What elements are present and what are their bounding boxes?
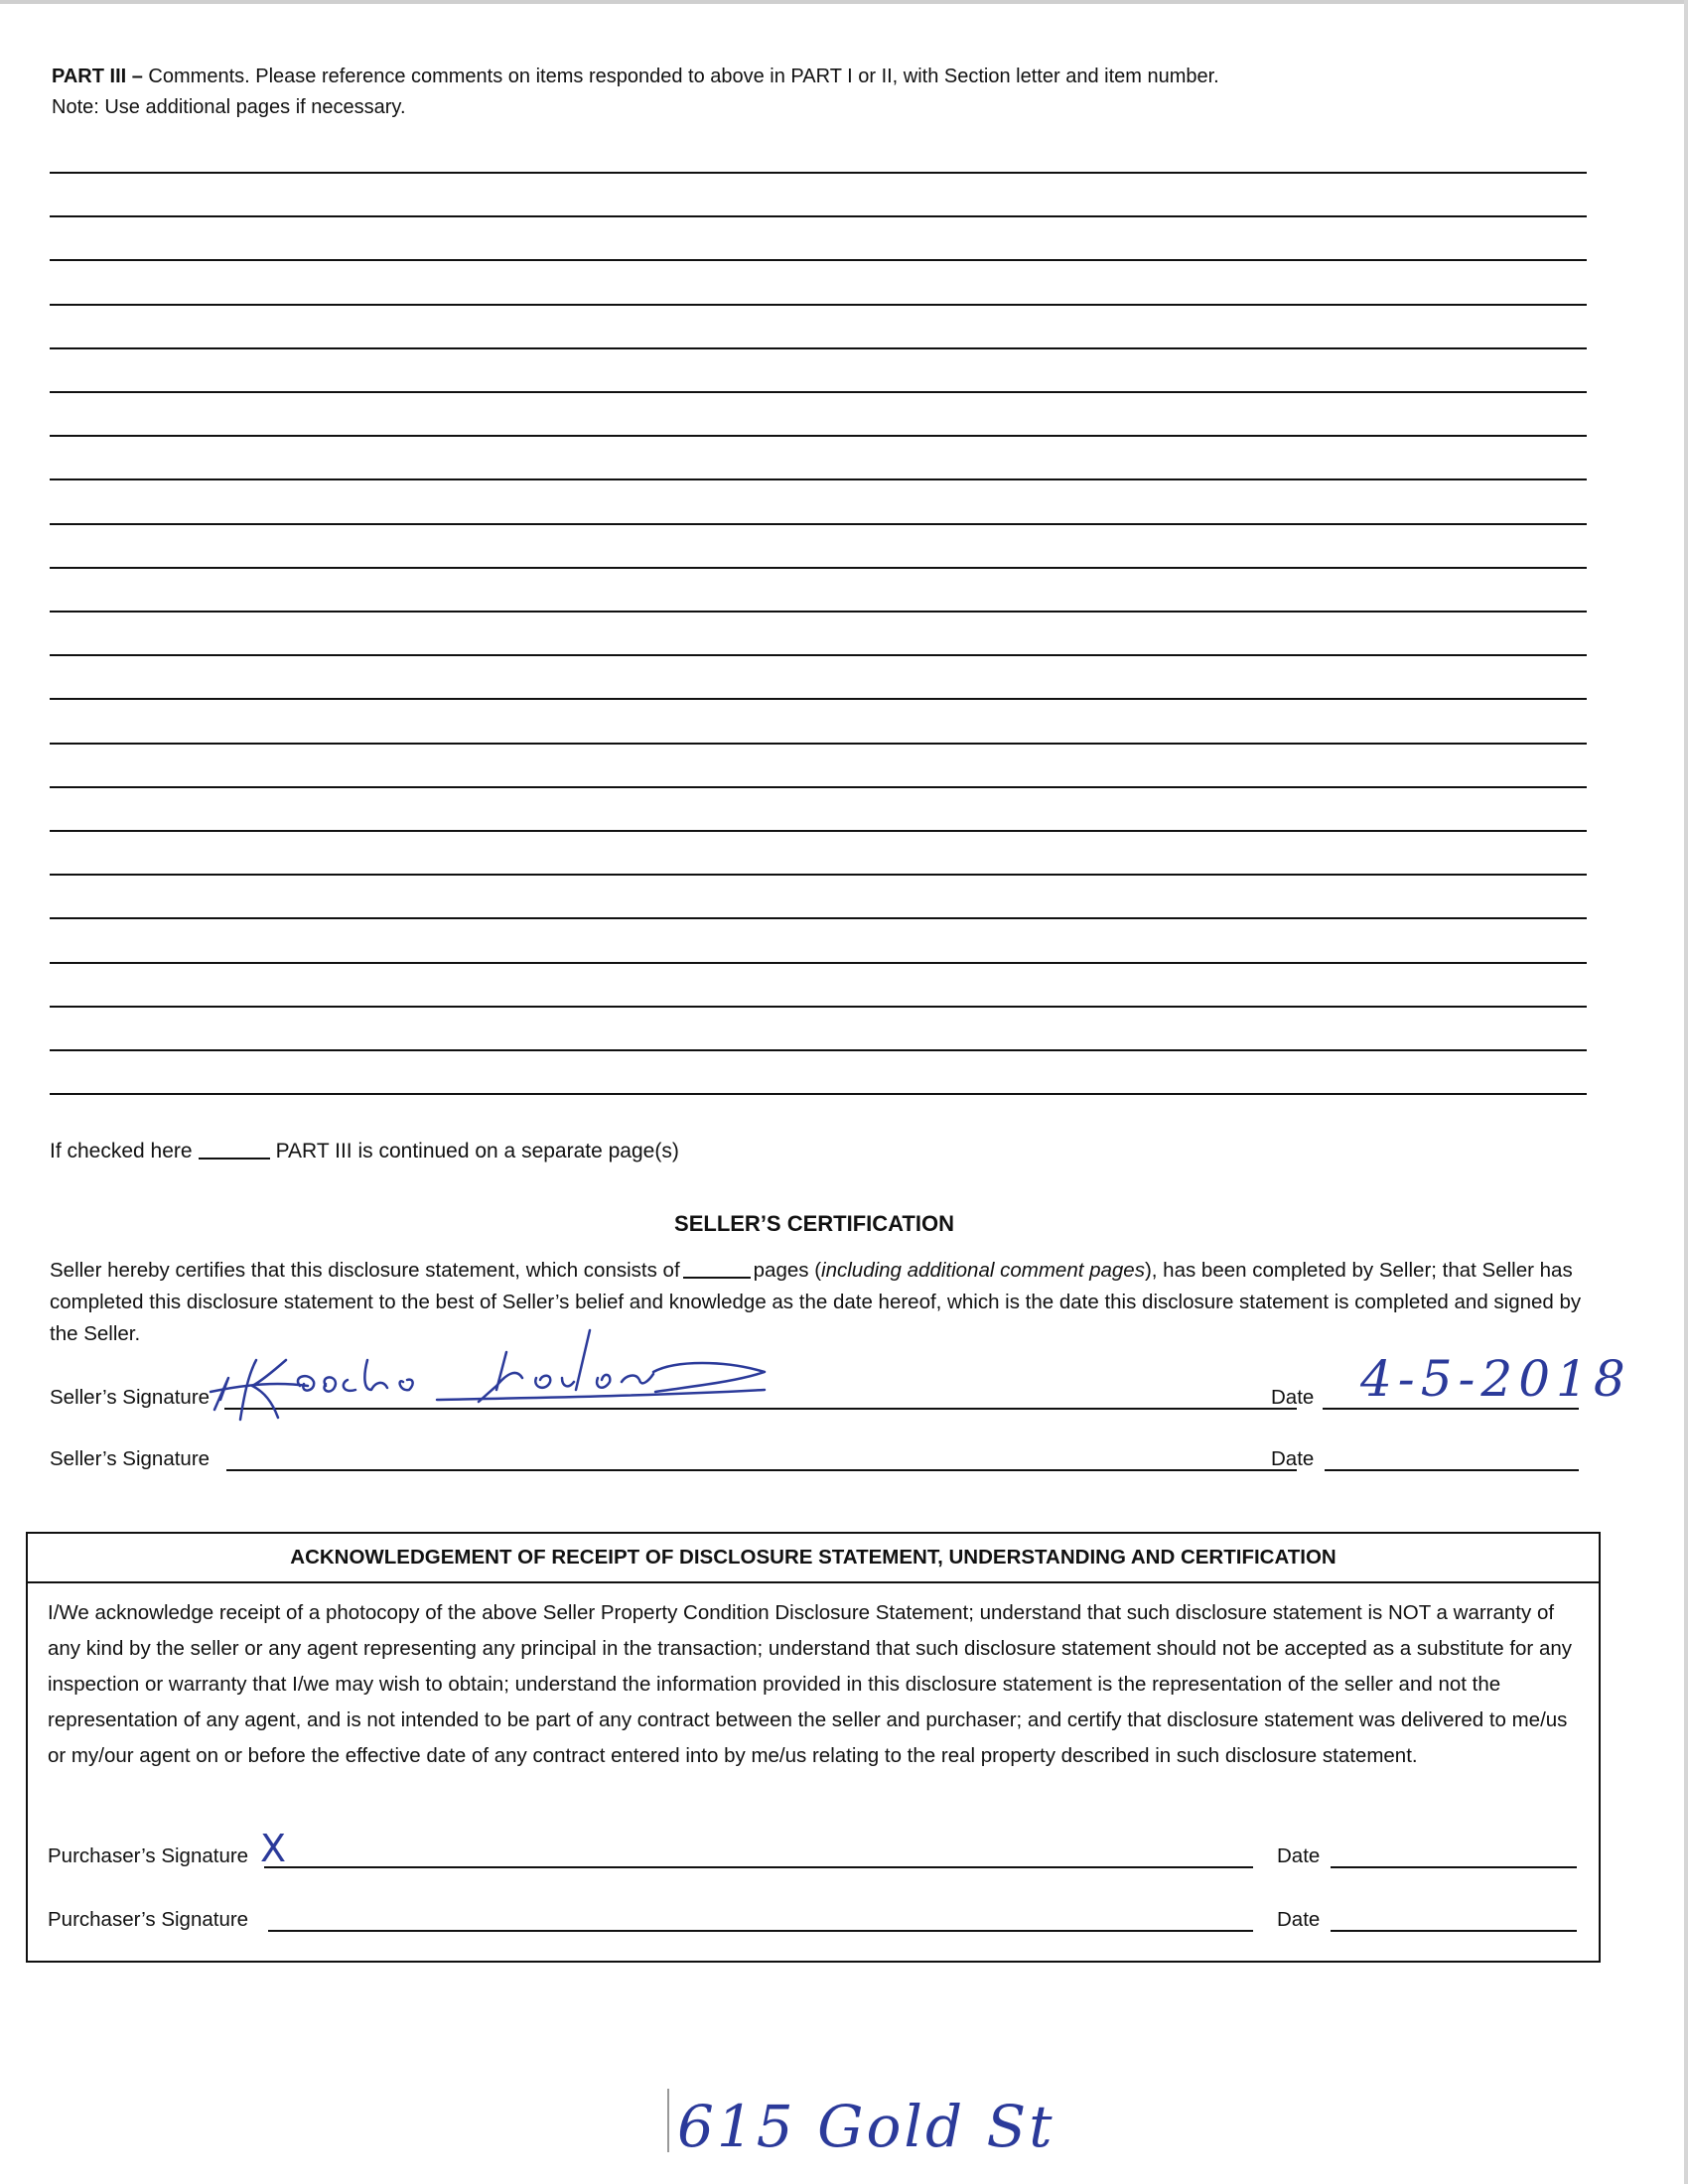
comment-line[interactable]	[50, 1006, 1587, 1008]
continued-check-blank[interactable]	[199, 1158, 270, 1160]
comment-line[interactable]	[50, 611, 1587, 613]
purchaser-date-field-1[interactable]	[1331, 1866, 1577, 1868]
cert-text-part3: ), has been completed by Seller; that Seller has completed this disclosure statement to the best of Seller’s belief and knowledge as the date hereof, which is the date this disclosure statement is completed and signed by the Seller.	[50, 1259, 1582, 1345]
seller-date-field-2[interactable]	[1325, 1469, 1579, 1471]
part-iii-header	[52, 62, 1601, 123]
cert-text-part2: pages (	[753, 1259, 822, 1282]
comment-line[interactable]	[50, 1049, 1587, 1051]
seller-signature-field-2[interactable]	[226, 1469, 1297, 1471]
comment-line[interactable]	[50, 917, 1587, 919]
part-iii-instruction-text: Comments. Please reference comments on items responded to above in PART I or II, with Section letter and item number.	[142, 66, 1219, 87]
comment-line[interactable]	[50, 567, 1587, 569]
comment-line[interactable]	[50, 1093, 1587, 1095]
comment-line[interactable]	[50, 435, 1587, 437]
comment-line[interactable]	[50, 391, 1587, 393]
seller-date-handwritten: 4-5-2018	[1360, 1350, 1631, 1408]
comment-line[interactable]	[50, 743, 1587, 745]
seller-date-label: Date	[1271, 1386, 1315, 1409]
comment-line[interactable]	[50, 172, 1587, 174]
seller-handwritten-signature	[209, 1320, 784, 1430]
scan-edge-top	[0, 0, 1688, 4]
seller-signature-label: Seller’s Signature	[50, 1447, 211, 1470]
cert-text-part1: Seller hereby certifies that this disclosure statement, which consists of	[50, 1259, 680, 1282]
handwritten-address: 615 Gold St	[677, 2093, 1055, 2160]
comment-line[interactable]	[50, 830, 1587, 832]
purchaser-signature-label: Purchaser’s Signature	[48, 1908, 249, 1931]
scan-artifact-mark	[667, 2089, 669, 2152]
page-count-blank[interactable]	[683, 1277, 751, 1279]
part-iii-note: Note: Use additional pages if necessary.	[52, 96, 406, 118]
part-iii-instructions	[52, 62, 1601, 92]
purchaser-date-field-2[interactable]	[1331, 1930, 1577, 1932]
seller-signature-label: Seller’s Signature	[50, 1386, 211, 1409]
comment-line[interactable]	[50, 259, 1587, 261]
seller-certification-title: SELLER’S CERTIFICATION	[674, 1211, 954, 1236]
seller-date-field-1[interactable]	[1323, 1408, 1579, 1410]
purchaser-date-label: Date	[1277, 1908, 1321, 1931]
comment-line[interactable]	[50, 304, 1587, 306]
comment-line[interactable]	[50, 478, 1587, 480]
cert-text-italic: including additional comment pages	[821, 1259, 1145, 1282]
comment-line[interactable]	[50, 874, 1587, 876]
continued-prefix: If checked here	[50, 1140, 193, 1162]
comment-line[interactable]	[50, 523, 1587, 525]
comment-line[interactable]	[50, 347, 1587, 349]
purchaser-signature-field-1[interactable]	[264, 1866, 1253, 1868]
continued-suffix: PART III is continued on a separate page(s)	[275, 1140, 679, 1162]
part-iii-label: PART III –	[52, 66, 143, 87]
purchaser-signature-label: Purchaser’s Signature	[48, 1844, 249, 1867]
acknowledgement-text: I/We acknowledge receipt of a photocopy of the above Seller Property Condition Disclosure Statement; understand that such disclosure statement is NOT a warranty of any kind by the seller or any agent representing any principal in the transaction; understand that such disclosure statement should not be accepted as a substitute for any inspection or warranty that I/we may wish to obtain; understand the information provided in this disclosure statement is the representation of the seller and not the representation of any agent, and is not intended to be part of any contract between the seller and purchaser; and certify that disclosure statement was delivered to me/us or my/our agent on or before the effective date of any contract entered into by me/us relating to the real property described in such disclosure statement.	[48, 1601, 1573, 1767]
comment-line[interactable]	[50, 962, 1587, 964]
purchaser-date-label: Date	[1277, 1844, 1321, 1867]
purchaser-signature-row-2	[48, 1896, 1587, 1936]
seller-date-label: Date	[1271, 1447, 1315, 1470]
continued-checkbox-row	[50, 1140, 679, 1163]
seller-signature-row-2	[50, 1435, 1579, 1475]
purchaser-signature-field-2[interactable]	[268, 1930, 1253, 1932]
scan-edge-right	[1684, 0, 1688, 2184]
comment-line[interactable]	[50, 215, 1587, 217]
comment-line[interactable]	[50, 654, 1587, 656]
comment-line[interactable]	[50, 786, 1587, 788]
acknowledgement-title: ACKNOWLEDGEMENT OF RECEIPT OF DISCLOSURE STATEMENT, UNDERSTANDING AND CERTIFICATION	[28, 1534, 1599, 1583]
comment-line[interactable]	[50, 698, 1587, 700]
purchaser-x-mark: X	[260, 1827, 287, 1870]
